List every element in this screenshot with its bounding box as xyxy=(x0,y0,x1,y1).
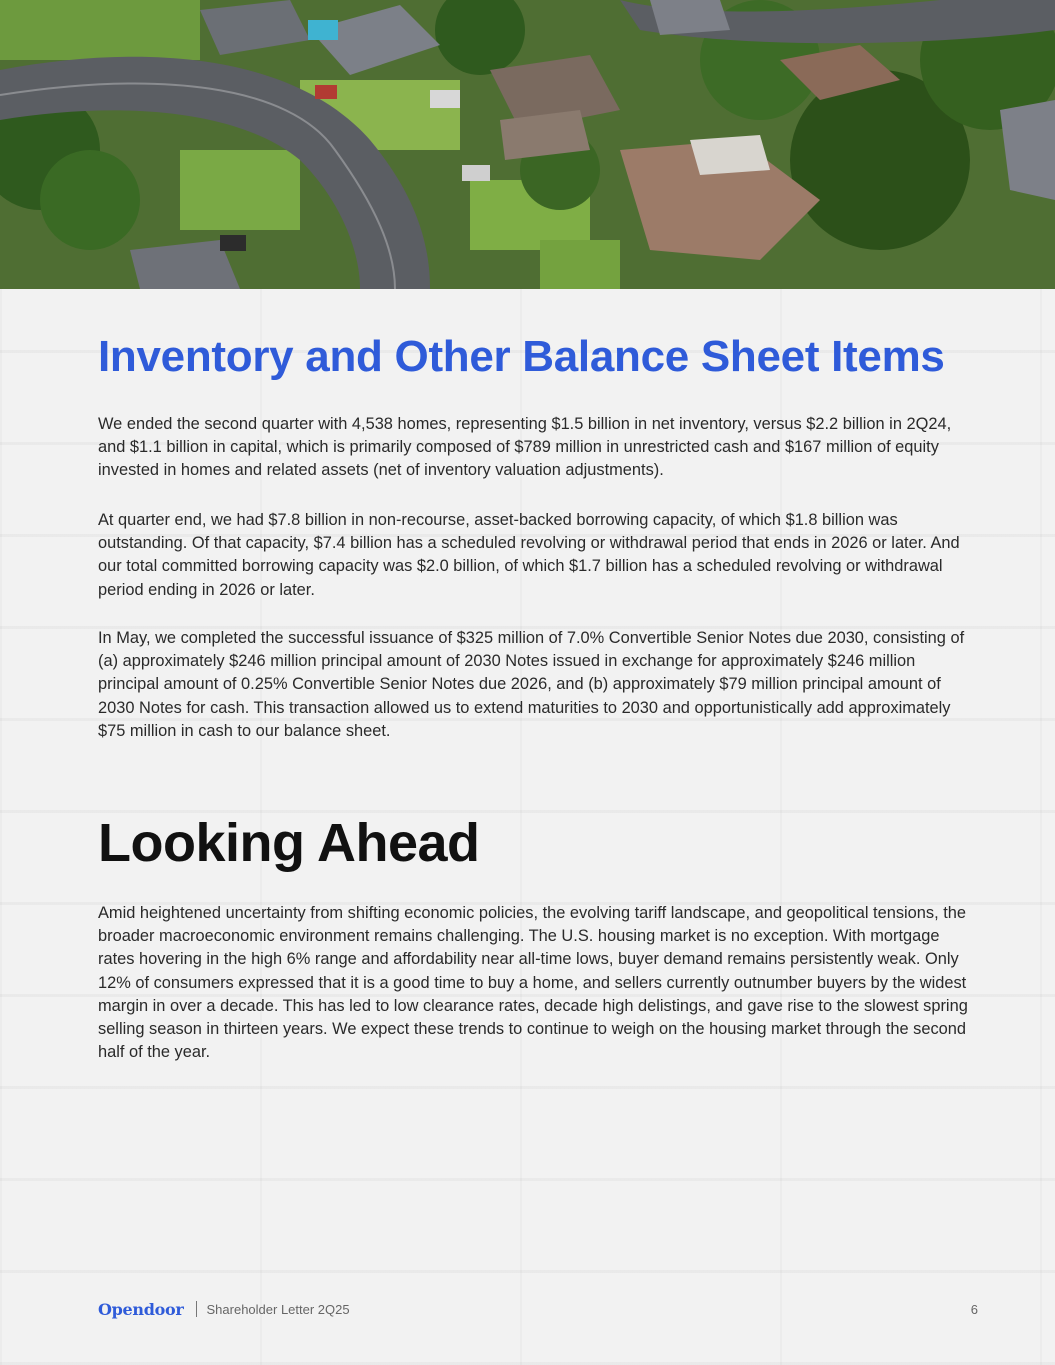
footer-divider xyxy=(196,1301,197,1317)
paragraph-inventory-2 xyxy=(98,509,978,602)
section-heading-looking-ahead: Looking Ahead xyxy=(98,813,480,873)
paragraph-text: In May, we completed the successful issuance of $325 million of 7.0% Convertible Senior Notes due 2030, consisting of (a) approximately $246 million principal amount of 2030 Notes issued in exchange for approximately $246 million principal amount of 0.25% Convertible Senior Notes due 2026, and (b) approximately $79 million principal amount of 2030 Notes for cash. This transaction allowed us to extend maturities to 2030 and opportunistically add approximately $75 million in cash to our balance sheet. xyxy=(98,629,965,740)
section-heading-inventory: Inventory and Other Balance Sheet Items xyxy=(98,332,945,381)
opendoor-logo: Opendoor xyxy=(98,1299,184,1319)
paragraph-inventory-3 xyxy=(98,627,978,743)
paragraph-text: At quarter end, we had $7.8 billion in non-recourse, asset-backed borrowing capacity, of which $1.8 billion was outstanding. Of that capacity, $7.4 billion has a scheduled revolving or withdrawal period that ends in 2026 or later. And our total committed borrowing capacity was $2.0 billion, of which $1.7 billion has a scheduled revolving or withdrawal period ending in 2026 or later. xyxy=(98,511,960,599)
paragraph-inventory-1 xyxy=(98,413,978,483)
paragraph-looking-ahead xyxy=(98,902,978,1064)
footer-document-title: Shareholder Letter 2Q25 xyxy=(206,1301,350,1317)
paragraph-text: We ended the second quarter with 4,538 homes, representing $1.5 billion in net inventory, versus $2.2 billion in 2Q24, and $1.1 billion in capital, which is primarily composed of $789 million in unrestricted cash and $167 million of equity invested in homes and related assets (net of inventory valuation adjustments). xyxy=(98,415,952,480)
hero-aerial-photo xyxy=(0,0,1055,289)
page-footer xyxy=(98,1298,978,1320)
neighborhood-aerial-image xyxy=(0,0,1055,289)
paragraph-text: Amid heightened uncertainty from shifting economic policies, the evolving tariff landscape, and geopolitical tensions, the broader macroeconomic environment remains challenging. The U.S. housing market is no exception. With mortgage rates hovering in the high 6% range and affordability near all-time lows, buyer demand remains persistently weak. Only 12% of consumers expressed that it is a good time to buy a home, and sellers currently outnumber buyers by the widest margin in over a decade. This has led to low clearance rates, decade high delistings, and gave rise to the slowest spring selling season in thirteen years. We expect these trends to continue to weigh on the housing market through the second half of the year. xyxy=(98,904,968,1062)
page-number: 6 xyxy=(970,1301,978,1317)
